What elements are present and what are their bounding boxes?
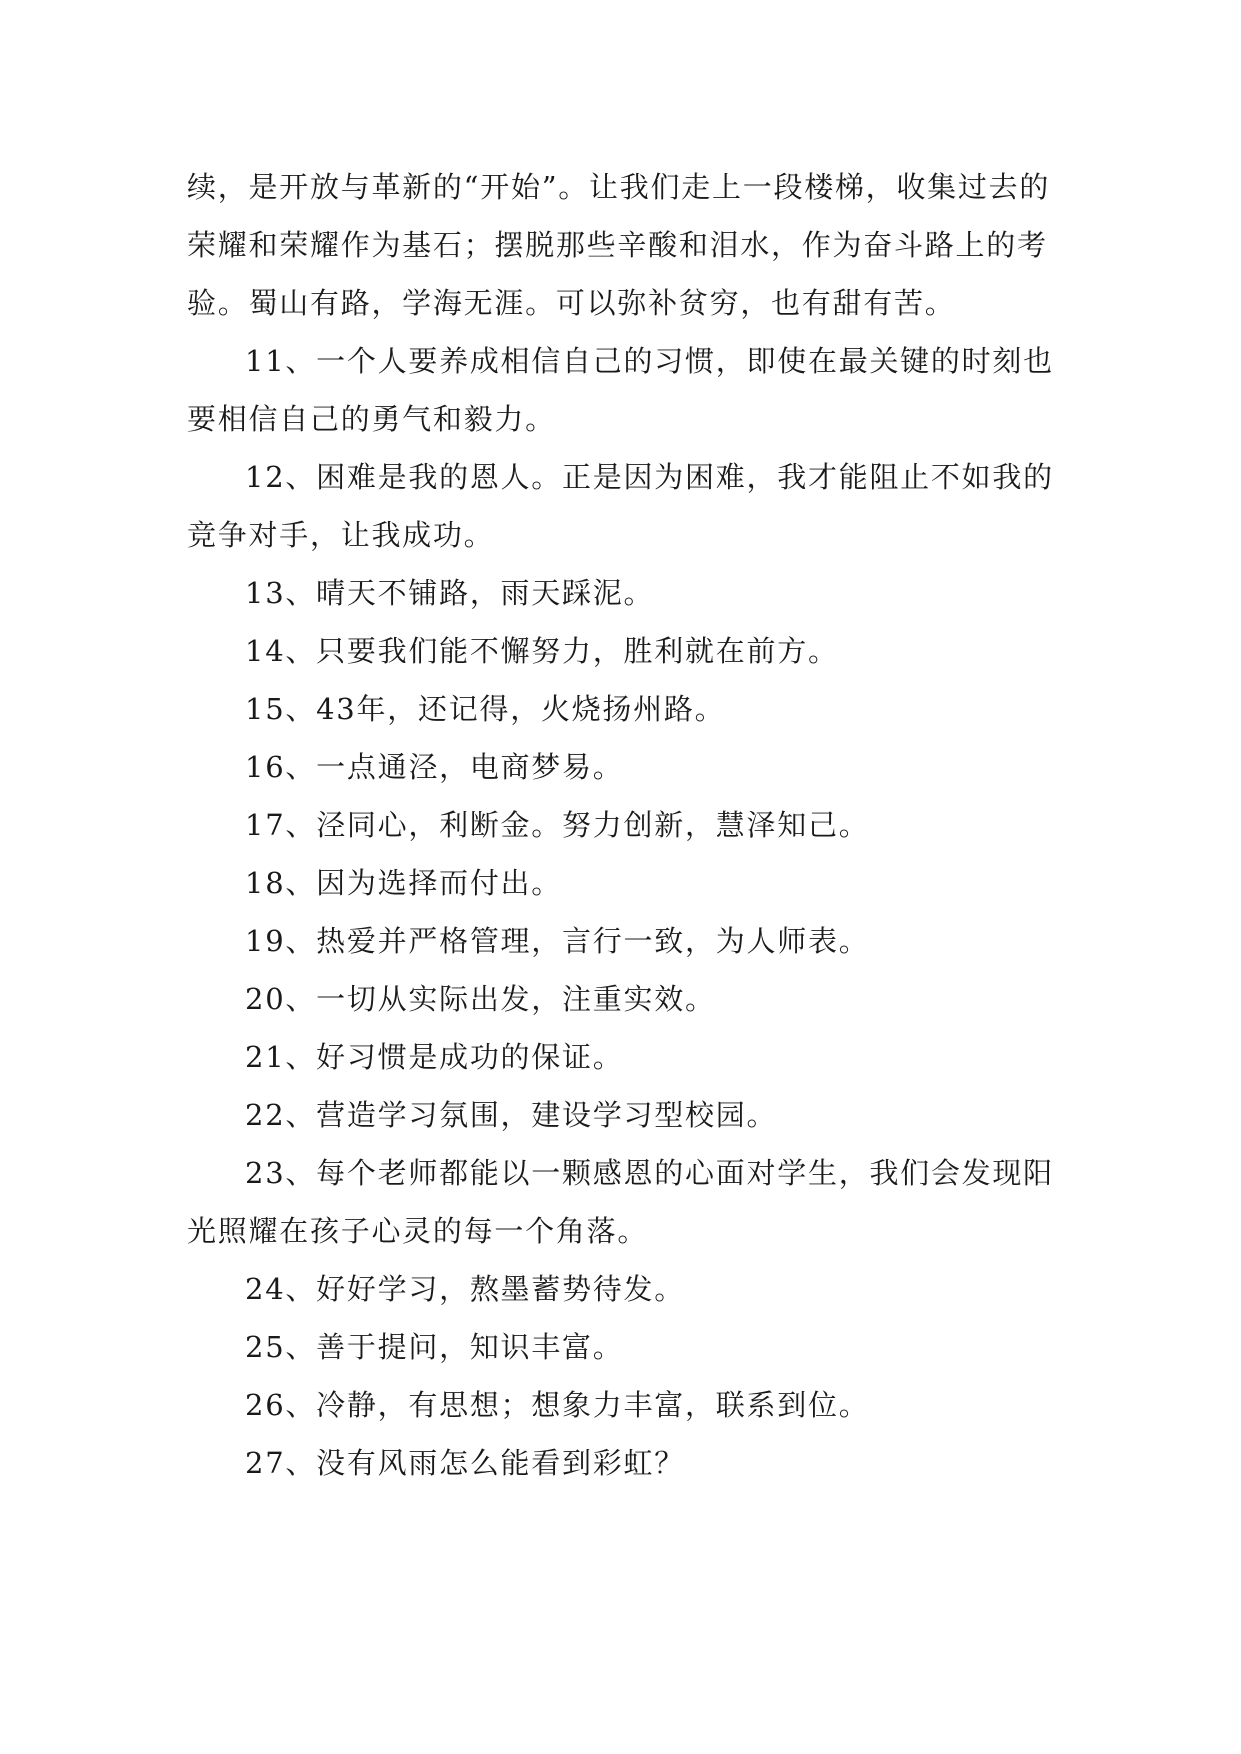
- paragraph-item-23: 23、每个老师都能以一颗感恩的心面对学生，我们会发现阳光照耀在孩子心灵的每一个角落。: [187, 1156, 1054, 1248]
- paragraph-item-21: 21、好习惯是成功的保证。: [245, 1040, 624, 1074]
- paragraph-item-22: 22、营造学习氛围，建设学习型校园。: [245, 1098, 778, 1132]
- paragraph-item-17: 17、泾同心，利断金。努力创新，慧泽知己。: [245, 808, 870, 842]
- paragraph-item-11: 11、一个人要养成相信自己的习惯，即使在最关键的时刻也要相信自己的勇气和毅力。: [187, 344, 1054, 436]
- paragraph-item-27: 27、没有风雨怎么能看到彩虹？: [245, 1446, 686, 1480]
- paragraph-item-18: 18、因为选择而付出。: [245, 866, 563, 900]
- paragraph-item-13: 13、晴天不铺路，雨天踩泥。: [245, 576, 655, 610]
- paragraph-item-25: 25、善于提问，知识丰富。: [245, 1330, 624, 1364]
- paragraph-continuation: 续，是开放与革新的“开始”。让我们走上一段楼梯，收集过去的荣耀和荣耀作为基石；摆脱那些辛酸和泪水，作为奋斗路上的考验。蜀山有路，学海无涯。可以弥补贫穷，也有甜有苦。: [187, 170, 1051, 320]
- document-body: [187, 158, 1057, 1492]
- paragraph-item-12: 12、困难是我的恩人。正是因为困难，我才能阻止不如我的竞争对手，让我成功。: [187, 460, 1054, 552]
- paragraph-item-26: 26、冷静，有思想；想象力丰富，联系到位。: [245, 1388, 870, 1422]
- paragraph-item-16: 16、一点通泾，电商梦易。: [245, 750, 624, 784]
- paragraph-item-20: 20、一切从实际出发，注重实效。: [245, 982, 716, 1016]
- paragraph-item-19: 19、热爱并严格管理，言行一致，为人师表。: [245, 924, 870, 958]
- paragraph-item-15: 15、43年，还记得，火烧扬州路。: [245, 692, 726, 726]
- paragraph-item-14: 14、只要我们能不懈努力，胜利就在前方。: [245, 634, 839, 668]
- paragraph-item-24: 24、好好学习，熬墨蓄势待发。: [245, 1272, 686, 1306]
